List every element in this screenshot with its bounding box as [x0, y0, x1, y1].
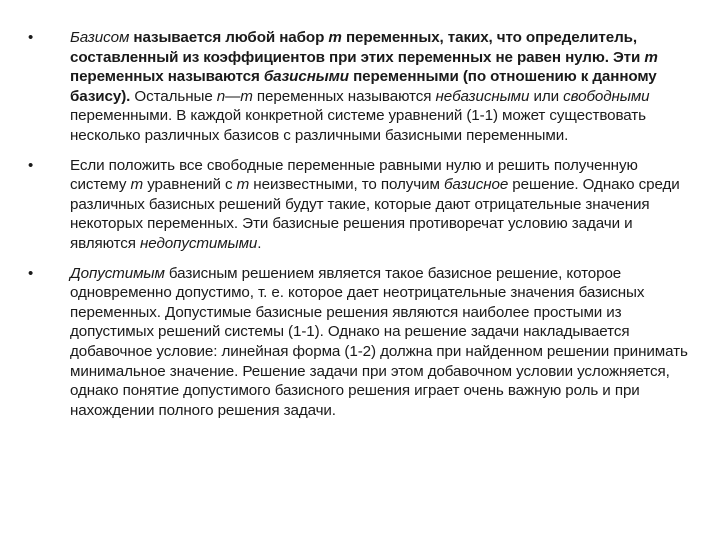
- paragraph-text: [70, 157, 680, 252]
- text-segment: переменных, таких, что определитель, составленный из коэффициентов при этих переменных не равен нулю. Эти: [70, 29, 645, 66]
- text-segment: Если положить все свободные переменные равными нулю и решить полученную систему: [70, 156, 638, 194]
- text-segment: переменными. В каждой конкретной системе уравнений (1-1) может существовать несколько различных базисов с различными базисными переменными.: [70, 107, 646, 144]
- text-segment: n: [216, 87, 226, 105]
- paragraph-text: [70, 265, 688, 419]
- text-segment: —: [225, 87, 241, 105]
- text-segment: переменными (по отношению к данному базису).: [70, 68, 657, 105]
- text-segment: m: [644, 48, 658, 66]
- text-segment: m: [130, 176, 144, 194]
- text-segment: или: [529, 87, 564, 105]
- bullet-marker: •: [28, 264, 34, 282]
- text-segment: переменных называются: [70, 68, 264, 86]
- text-segment: Остальные: [130, 87, 217, 105]
- text-segment: базисное: [443, 176, 509, 194]
- paragraph-text: [70, 29, 658, 144]
- text-segment: .: [257, 234, 262, 252]
- text-segment: m: [236, 176, 250, 194]
- text-segment: свободными: [563, 87, 650, 105]
- bullet-item-basis-definition: [28, 28, 688, 146]
- text-segment: неизвестными, то получим: [249, 176, 444, 194]
- text-segment: недопустимыми: [140, 234, 258, 252]
- text-segment: базисным решением является такое базисное решение, которое одновременно допустимо, т. е. которое дает неотрицательные значения базисных переменных. Допустимые базисные решения являются наиболее простыми из допустимых решений системы (1-1). Однако на решение задачи накладывается добавочное условие: линейная форма (1-2) должна при найденном решении принимать минимальное значение. Решение задачи при этом добавочном условии усложняется, однако понятие допустимого базисного решения играет очень важную роль и при нахождении полного решения задачи.: [70, 264, 688, 419]
- bullet-marker: •: [28, 156, 34, 174]
- text-segment: m: [240, 87, 253, 105]
- text-segment: переменных называются: [252, 87, 436, 105]
- text-segment: решение. Однако среди различных базисных решений будут такие, которые дают отрицательные значения некоторых переменных. Эти базисные решения противоречат условию задачи и являются: [70, 176, 680, 252]
- text-segment: называется любой набор: [129, 29, 329, 46]
- bullet-list: [28, 28, 688, 430]
- text-segment: Допустимым: [70, 264, 165, 282]
- bullet-marker: •: [28, 29, 34, 46]
- text-segment: Базисом: [70, 29, 130, 46]
- text-segment: уравнений с: [143, 176, 237, 194]
- text-segment: базисными: [263, 68, 349, 86]
- bullet-item-feasible-solution: [28, 264, 688, 421]
- bullet-item-basic-solution: [28, 156, 688, 254]
- text-segment: небазисными: [435, 87, 530, 105]
- text-segment: m: [328, 29, 342, 46]
